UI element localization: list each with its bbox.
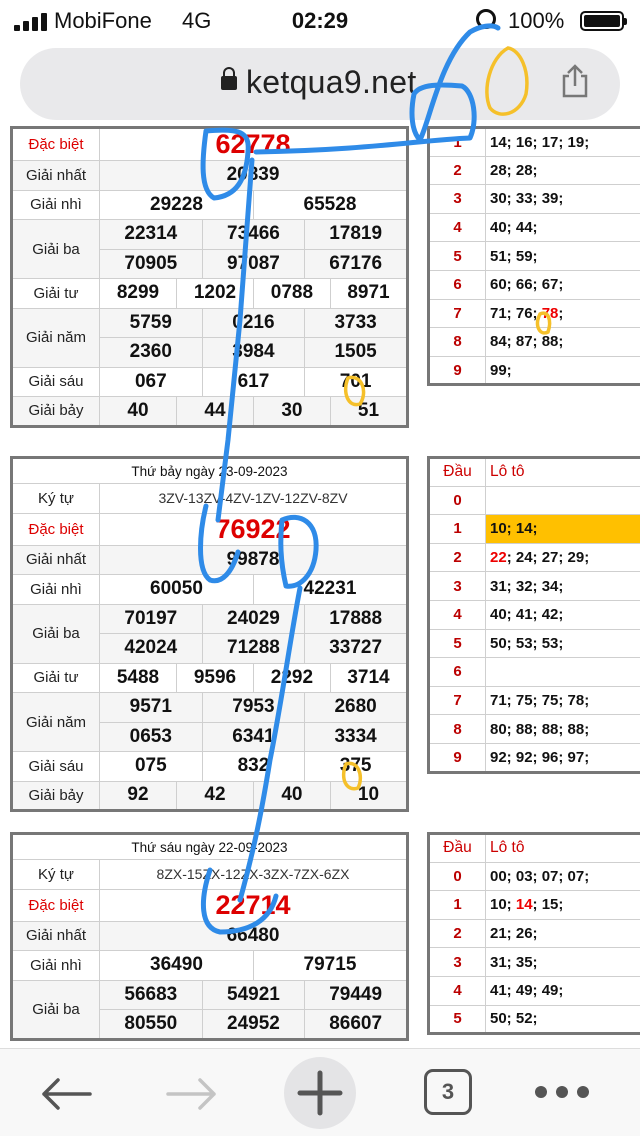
sixth-prize: 701 <box>305 367 408 397</box>
loto-head-digit: 1 <box>429 128 486 157</box>
loto-row <box>429 743 640 772</box>
row-label: Giải bảy <box>12 781 100 811</box>
row-label: Ký tự <box>12 484 100 514</box>
column-header: Đầu <box>429 834 486 863</box>
row-label: Giải nhì <box>12 190 100 220</box>
loto-head-digit: 9 <box>429 743 486 772</box>
row-label: Đặc biệt <box>12 513 100 545</box>
loto-values <box>486 486 640 515</box>
loto-values: 21; 26; <box>486 919 640 948</box>
loto-row <box>429 515 640 544</box>
fourth-prize: 2292 <box>253 663 330 693</box>
loto-row <box>429 213 640 242</box>
column-header: Lô tô <box>486 834 640 863</box>
loto-row <box>429 600 640 629</box>
loto-values: 41; 49; 49; <box>486 976 640 1005</box>
loto-values: 00; 03; 07; 07; <box>486 862 640 891</box>
row-label: Giải sáu <box>12 367 100 397</box>
loto-values: 40; 44; <box>486 213 640 242</box>
special-prize: 76922 <box>100 513 408 545</box>
row-label: Giải năm <box>12 693 100 752</box>
seventh-prize: 30 <box>253 397 330 427</box>
loto-table-2 <box>427 456 640 774</box>
second-prize: 36490 <box>100 951 254 981</box>
loto-row <box>429 328 640 357</box>
loto-row <box>429 891 640 920</box>
second-prize: 42231 <box>253 575 407 605</box>
status-bar <box>0 0 640 42</box>
loto-values: 31; 35; <box>486 948 640 977</box>
loto-head-digit: 0 <box>429 862 486 891</box>
loto-head-digit: 1 <box>429 515 486 544</box>
row-label: Giải nhì <box>12 575 100 605</box>
loto-row <box>429 1005 640 1034</box>
loto-head-digit: 3 <box>429 185 486 214</box>
third-prize: 67176 <box>305 249 408 279</box>
row-label: Giải năm <box>12 308 100 367</box>
sixth-prize: 617 <box>202 367 305 397</box>
result-table-2 <box>10 456 409 812</box>
url-text[interactable]: ketqua9.net <box>246 64 417 100</box>
loto-values: 71; 76; 78; <box>486 299 640 328</box>
loto-row <box>429 976 640 1005</box>
loto-head-digit: 5 <box>429 629 486 658</box>
sixth-prize: 075 <box>100 752 203 782</box>
row-label: Đặc biệt <box>12 889 100 921</box>
fifth-prize: 3733 <box>305 308 408 338</box>
loto-row <box>429 572 640 601</box>
third-prize: 17819 <box>305 220 408 250</box>
loto-head-digit: 4 <box>429 600 486 629</box>
loto-table-3 <box>427 832 640 1035</box>
third-prize: 33727 <box>305 634 408 664</box>
column-header: Lô tô <box>486 458 640 487</box>
ticket-codes: 3ZV-13ZV-4ZV-1ZV-12ZV-8ZV <box>100 484 408 514</box>
loto-values: 84; 87; 88; <box>486 328 640 357</box>
loto-row <box>429 543 640 572</box>
more-dots-icon[interactable] <box>534 1085 590 1099</box>
third-prize: 86607 <box>305 1010 408 1040</box>
loto-special-value: 78 <box>541 304 559 322</box>
third-prize: 70197 <box>100 604 203 634</box>
result-table-1 <box>10 126 409 428</box>
special-prize: 62778 <box>100 128 408 161</box>
row-label: Giải nhất <box>12 921 100 951</box>
fifth-prize: 1505 <box>305 338 408 368</box>
third-prize: 80550 <box>100 1010 203 1040</box>
fifth-prize: 6341 <box>202 722 305 752</box>
loto-values: 10; 14; 15; <box>486 891 640 920</box>
row-label: Giải sáu <box>12 752 100 782</box>
loto-values: 71; 75; 75; 78; <box>486 686 640 715</box>
loto-row <box>429 948 640 977</box>
seventh-prize: 42 <box>176 781 253 811</box>
loto-row <box>429 128 640 157</box>
loto-values: 14; 16; 17; 19; <box>486 128 640 157</box>
battery-icon <box>580 11 624 31</box>
loto-special-value: 14 <box>515 896 533 914</box>
loto-values: 10; 14; <box>486 515 640 544</box>
loto-head-digit: 5 <box>429 1005 486 1034</box>
fourth-prize: 8971 <box>330 279 407 309</box>
loto-values: 80; 88; 88; 88; <box>486 715 640 744</box>
loto-head-digit: 4 <box>429 976 486 1005</box>
row-label: Giải bảy <box>12 397 100 427</box>
row-label: Giải nhất <box>12 161 100 191</box>
seventh-prize: 10 <box>330 781 407 811</box>
loto-values: 31; 32; 34; <box>486 572 640 601</box>
seventh-prize: 51 <box>330 397 407 427</box>
loto-values: 51; 59; <box>486 242 640 271</box>
loto-special-value: 22 <box>490 549 507 567</box>
loto-values: 50; 53; 53; <box>486 629 640 658</box>
third-prize: 70905 <box>100 249 203 279</box>
third-prize: 22314 <box>100 220 203 250</box>
loto-row <box>429 242 640 271</box>
plus-icon <box>284 1057 356 1129</box>
third-prize: 56683 <box>100 980 203 1010</box>
back-arrow-icon[interactable] <box>40 1077 92 1111</box>
fifth-prize: 0653 <box>100 722 203 752</box>
seventh-prize: 44 <box>176 397 253 427</box>
loto-row <box>429 299 640 328</box>
row-label: Ký tự <box>12 860 100 890</box>
fifth-prize: 0216 <box>202 308 305 338</box>
seventh-prize: 40 <box>253 781 330 811</box>
loto-row <box>429 715 640 744</box>
alarm-icon <box>476 9 496 29</box>
loto-head-digit: 7 <box>429 299 486 328</box>
loto-values <box>486 658 640 687</box>
loto-head-digit: 2 <box>429 156 486 185</box>
draw-date-header: Thứ bảy ngày 23-09-2023 <box>12 458 408 484</box>
third-prize: 54921 <box>202 980 305 1010</box>
draw-date-header: Thứ sáu ngày 22-09-2023 <box>12 834 408 860</box>
loto-row <box>429 686 640 715</box>
fifth-prize: 2680 <box>305 693 408 723</box>
results-page[interactable] <box>0 126 640 1048</box>
fifth-prize: 9571 <box>100 693 203 723</box>
loto-head-digit: 3 <box>429 572 486 601</box>
clock: 02:29 <box>291 8 349 33</box>
loto-values: 99; <box>486 356 640 385</box>
loto-head-digit: 4 <box>429 213 486 242</box>
loto-head-digit: 2 <box>429 919 486 948</box>
row-label: Giải ba <box>12 220 100 279</box>
fifth-prize: 2360 <box>100 338 203 368</box>
third-prize: 73466 <box>202 220 305 250</box>
ticket-codes: 8ZX-15ZX-12ZX-3ZX-7ZX-6ZX <box>100 860 408 890</box>
loto-head-digit: 7 <box>429 686 486 715</box>
loto-row <box>429 156 640 185</box>
row-label: Giải nhất <box>12 545 100 575</box>
seventh-prize: 40 <box>100 397 177 427</box>
share-icon[interactable] <box>560 64 590 98</box>
loto-values: 50; 52; <box>486 1005 640 1034</box>
loto-head-digit: 5 <box>429 242 486 271</box>
carrier-name: MobiFone <box>54 8 152 33</box>
fourth-prize: 1202 <box>176 279 253 309</box>
row-label: Đặc biệt <box>12 128 100 161</box>
third-prize: 79449 <box>305 980 408 1010</box>
fifth-prize: 7953 <box>202 693 305 723</box>
second-prize: 65528 <box>253 190 407 220</box>
row-label: Giải nhì <box>12 951 100 981</box>
loto-values: 30; 33; 39; <box>486 185 640 214</box>
loto-head-digit: 9 <box>429 356 486 385</box>
third-prize: 24952 <box>202 1010 305 1040</box>
loto-table-1 <box>427 126 640 386</box>
loto-row <box>429 356 640 385</box>
first-prize: 66480 <box>100 921 408 951</box>
third-prize: 42024 <box>100 634 203 664</box>
column-header: Đầu <box>429 458 486 487</box>
loto-head-digit: 6 <box>429 270 486 299</box>
fourth-prize: 0788 <box>253 279 330 309</box>
sixth-prize: 832 <box>202 752 305 782</box>
second-prize: 60050 <box>100 575 254 605</box>
fourth-prize: 9596 <box>176 663 253 693</box>
loto-values: 40; 41; 42; <box>486 600 640 629</box>
result-table-3 <box>10 832 409 1041</box>
loto-row <box>429 185 640 214</box>
sixth-prize: 375 <box>305 752 408 782</box>
third-prize: 97087 <box>202 249 305 279</box>
fifth-prize: 3984 <box>202 338 305 368</box>
new-tab-button[interactable] <box>284 1057 356 1129</box>
tab-switcher-button[interactable]: 3 <box>424 1069 472 1115</box>
fifth-prize: 3334 <box>305 722 408 752</box>
loto-head-digit: 0 <box>429 486 486 515</box>
first-prize: 99878 <box>100 545 408 575</box>
row-label: Giải ba <box>12 604 100 663</box>
fourth-prize: 8299 <box>100 279 177 309</box>
third-prize: 24029 <box>202 604 305 634</box>
row-label: Giải tư <box>12 663 100 693</box>
lock-icon <box>221 76 237 90</box>
battery-percent: 100% <box>508 8 565 33</box>
special-prize: 22714 <box>100 889 408 921</box>
loto-head-digit: 1 <box>429 891 486 920</box>
loto-row <box>429 658 640 687</box>
loto-row <box>429 486 640 515</box>
loto-values: 28; 28; <box>486 156 640 185</box>
loto-row <box>429 862 640 891</box>
browser-toolbar <box>0 1048 640 1136</box>
loto-row <box>429 919 640 948</box>
second-prize: 29228 <box>100 190 254 220</box>
loto-head-digit: 3 <box>429 948 486 977</box>
loto-head-digit: 2 <box>429 543 486 572</box>
loto-values: 60; 66; 67; <box>486 270 640 299</box>
forward-arrow-icon[interactable] <box>166 1077 218 1111</box>
loto-head-digit: 6 <box>429 658 486 687</box>
loto-row <box>429 629 640 658</box>
row-label: Giải ba <box>12 980 100 1039</box>
sixth-prize: 067 <box>100 367 203 397</box>
address-bar[interactable] <box>20 48 620 120</box>
loto-values: 22; 24; 27; 29; <box>486 543 640 572</box>
loto-head-digit: 8 <box>429 715 486 744</box>
fourth-prize: 5488 <box>100 663 177 693</box>
second-prize: 79715 <box>253 951 407 981</box>
loto-head-digit: 8 <box>429 328 486 357</box>
loto-row <box>429 270 640 299</box>
row-label: Giải tư <box>12 279 100 309</box>
third-prize: 71288 <box>202 634 305 664</box>
loto-values: 92; 92; 96; 97; <box>486 743 640 772</box>
fourth-prize: 3714 <box>330 663 407 693</box>
fifth-prize: 5759 <box>100 308 203 338</box>
first-prize: 20839 <box>100 161 408 191</box>
network-type: 4G <box>182 8 212 33</box>
third-prize: 17888 <box>305 604 408 634</box>
seventh-prize: 92 <box>100 781 177 811</box>
